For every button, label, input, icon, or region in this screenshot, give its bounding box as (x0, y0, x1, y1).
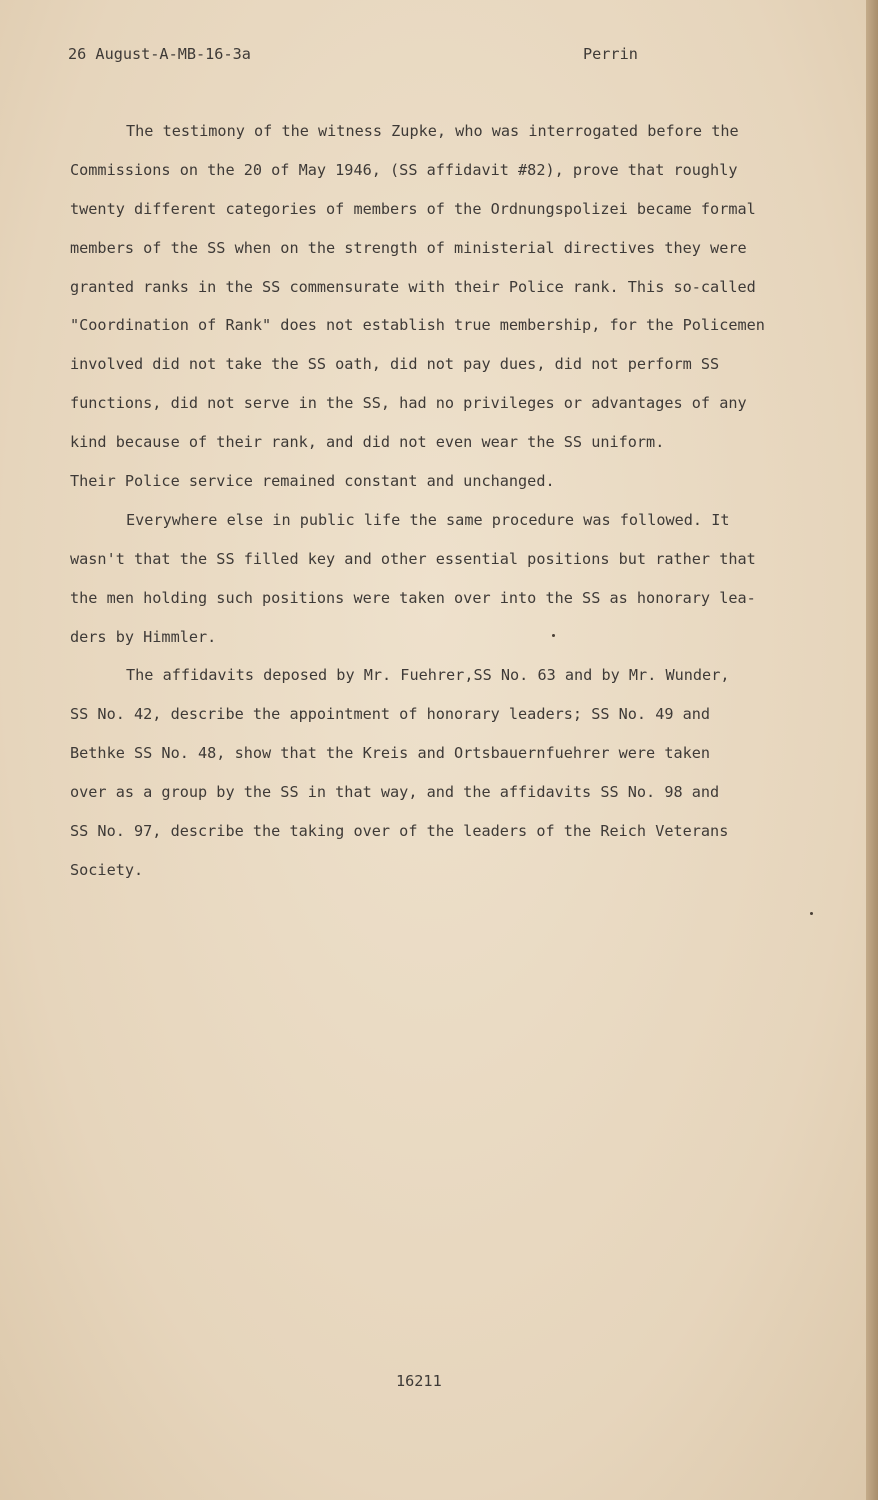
text-line: "Coordination of Rank" does not establish true membership, for the Policemen (70, 316, 765, 335)
paper-speck (810, 912, 813, 915)
text-line: Society. (70, 860, 144, 879)
document-body (70, 118, 810, 896)
text-line: kind because of their rank, and did not even wear the SS uniform. (70, 433, 665, 452)
text-line: wasn't that the SS filled key and other essential positions but rather that (70, 549, 756, 568)
text-line: involved did not take the SS oath, did not pay dues, did not perform SS (70, 355, 720, 374)
text-line: the men holding such positions were taken over into the SS as honorary lea- (70, 588, 756, 607)
text-line: Commissions on the 20 of May 1946, (SS affidavit #82), prove that roughly (70, 160, 738, 179)
text-line: SS No. 42, describe the appointment of honorary leaders; SS No. 49 and (70, 705, 711, 724)
text-line: Bethke SS No. 48, show that the Kreis and Ortsbauernfuehrer were taken (70, 744, 711, 763)
text-line: members of the SS when on the strength of ministerial directives they were (70, 238, 747, 257)
paragraph (70, 662, 810, 895)
reporter-name: Perrin (583, 45, 638, 63)
text-line: Everywhere else in public life the same procedure was followed. It (126, 510, 730, 529)
text-line: granted ranks in the SS commensurate with their Police rank. This so-called (70, 277, 756, 296)
text-line: Their Police service remained constant and unchanged. (70, 472, 555, 491)
text-line: functions, did not serve in the SS, had no privileges or advantages of any (70, 394, 747, 413)
text-line: twenty different categories of members of the Ordnungspolizei became formal (70, 199, 756, 218)
paragraph (70, 507, 810, 663)
document-reference: 26 August-A-MB-16-3a (68, 45, 251, 63)
paragraph (70, 118, 810, 507)
page-number: 16211 (396, 1372, 442, 1390)
text-line: SS No. 97, describe the taking over of the leaders of the Reich Veterans (70, 822, 729, 841)
text-line: The affidavits deposed by Mr. Fuehrer,SS No. 63 and by Mr. Wunder, (126, 666, 730, 685)
text-line: ders by Himmler. (70, 627, 217, 646)
text-line: over as a group by the SS in that way, and the affidavits SS No. 98 and (70, 783, 720, 802)
page-edge (866, 0, 878, 1500)
text-line: The testimony of the witness Zupke, who was interrogated before the (126, 122, 739, 140)
paper-speck (552, 634, 555, 637)
